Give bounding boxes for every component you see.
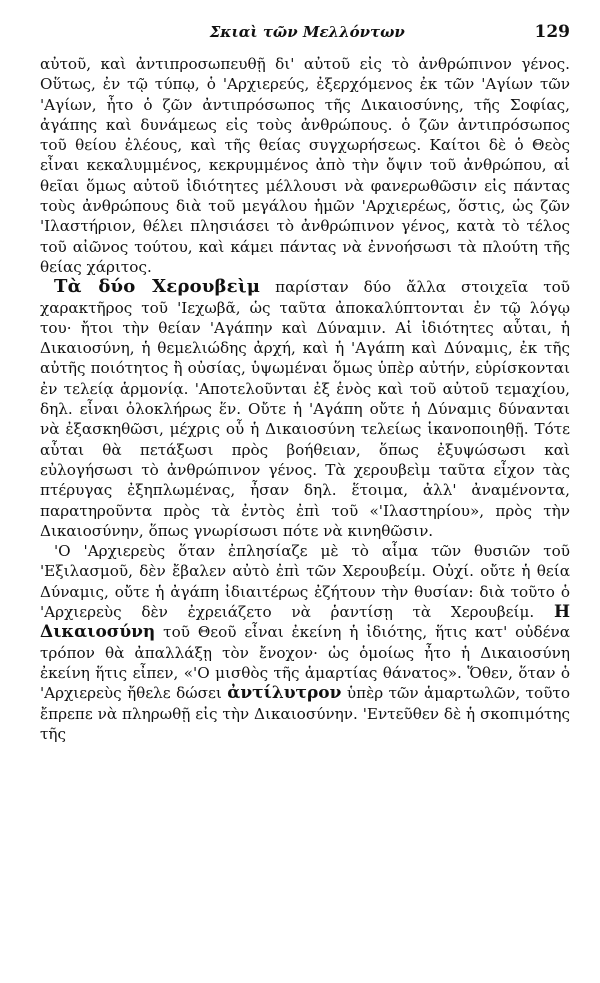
paragraph-3-text-c: ὑπὲρ τῶν ἁμαρτωλῶν, τοῦτο ἔπρεπε νὰ πληρωθῇ εἰς τὴν Δικαιοσύνην. 'Εντεῦθεν δὲ ἡ σκοπιμότης τῆς <box>40 684 570 743</box>
section-heading-cherubim: Τὰ δύο Χερουβεὶμ <box>54 276 261 298</box>
paragraph-3-text-b: τοῦ Θεοῦ εἶναι ἐκείνη ἡ ἰδιότης, ἥτις κατ' οὐδένα τρόπον θὰ ἀπαλλάξῃ τὸν ἔνοχον· ὡς ὁμοίως ἦτο ἡ Δικαιοσύνη ἐκείνη ἥτις εἶπεν, «'Ο μισθὸς τῆς ἁμαρτίας θάνατος». Ὅθεν, ὅταν ὁ 'Αρχιερεὺς ἤθελε δώσει <box>40 623 570 703</box>
paragraph-3 <box>40 541 570 744</box>
emphasis-justice: Η Δικαιοσύνη <box>40 602 570 643</box>
paragraph-3-text-a: 'Ο 'Αρχιερεὺς ὅταν ἐπλησίαζε μὲ τὸ αἷμα τῶν θυσιῶν τοῦ 'Εξιλασμοῦ, δὲν ἔβαλεν αὐτὸ ἐπὶ τῶν Χερουβείμ. Οὐχί. οὔτε ἡ θεία Δύναμις, οὔτε ἡ ἀγάπη ἰδιαιτέρως ἐζήτουν τὴν θυσίαν: διὰ τοῦτο ὁ 'Αρχιερεὺς δὲν ἐχρειάζετο νὰ ῥαντίσῃ τὰ Χερουβείμ. <box>40 542 570 622</box>
paragraph-1 <box>40 54 570 277</box>
running-head <box>40 22 570 50</box>
page-number: 129 <box>534 22 570 42</box>
paragraph-2 <box>40 277 570 541</box>
paragraph-2-text: παρίσταν δύο ἄλλα στοιχεῖα τοῦ χαρακτῆρος τοῦ 'Ιεχωβᾶ, ὡς ταῦτα ἀποκαλύπτονται ἐν τῷ λόγῳ του· ἤτοι τὴν θείαν 'Αγάπην καὶ Δύναμιν. Αἱ ἰδιότητες αὗται, ἡ Δικαιοσύνη, ἡ θεμελιώδης ἀρχή, καὶ ἡ 'Αγάπη καὶ Δύναμις, ἐκ τῆς αὐτῆς ποιότητος ἢ οὐσίας, ὑψωμέναι ὅμως ὑπὲρ αὐτήν, εὑρίσκονται ἐν τελείᾳ ἁρμονίᾳ. 'Αποτελοῦνται ἐξ ἑνὸς καὶ τοῦ αὐτοῦ τεμαχίου, δηλ. εἶναι ὁλοκλήρως ἕν. Οὔτε ἡ 'Αγάπη οὔτε ἡ Δύναμις δύνανται νὰ ἐξασκηθῶσι, μέχρις οὗ ἡ Δικαιοσύνη τελείως ἱκανοποιηθῇ. Τότε αὗται θὰ πετάξωσι πρὸς βοήθειαν, ὅπως ἐξυψώσωσι καὶ εὐλογήσωσι τὸ ἀνθρώπινον γένος. Τὰ χερουβεὶμ ταῦτα εἶχον τὰς πτέρυγας ἐξηπλωμένας, ἦσαν δηλ. ἕτοιμα, ἀλλ' ἀναμένοντα, παρατηροῦντα πρὸς τὰ ἐντὸς ἐπὶ τοῦ «'Ιλαστηρίου», πρὸς τὴν Δικαιοσύνην, ὅπως γνωρίσωσι πότε νὰ κινηθῶσιν. <box>40 278 570 540</box>
running-title: Σκιαὶ τῶν Μελλόντων <box>209 23 405 41</box>
paragraph-1-text: αὐτοῦ, καὶ ἀντιπροσωπευθῇ δι' αὐτοῦ εἰς τὸ ἀνθρώπινον γένος. Οὕτως, ἐν τῷ τύπῳ, ὁ 'Αρχιερεύς, ἐξερχόμενος ἐκ τῶν 'Αγίων τῶν 'Αγίων, ἦτο ὁ ζῶν ἀντιπρόσωπος τῆς Δικαιοσύνης, τῆς Σοφίας, ἀγάπης καὶ δυνάμεως εἰς τοὺς ἀνθρώπους. ὁ ζῶν ἀντιπρόσωπος τοῦ θείου ἐλέους, καὶ τῆς θείας συγχωρήσεως. Καίτοι δὲ ὁ Θεὸς εἶναι κεκαλυμμένος, κεκρυμμένος ἀπὸ τὴν ὄψιν τοῦ ἀνθρώπου, αἱ θεῖαι ὅμως αὐτοῦ ἰδιότητες μέλλουσι νὰ φανερωθῶσιν εἰς πάντας τοὺς ἀνθρώπους διὰ τοῦ μεγάλου ἡμῶν 'Αρχιερέως, ὅστις, ὡς ζῶν 'Ιλαστήριον, θέλει πλησιάσει τὸ ἀνθρώπινον γένος, κατὰ τὸ τέλος τοῦ αἰῶνος τούτου, καὶ κάμει πάντας νὰ ἐννοήσωσι τὰ πλούτη τῆς θείας χάριτος. <box>40 55 570 276</box>
emphasis-ransom: ἀντίλυτρον <box>227 683 342 704</box>
body-text <box>40 54 570 744</box>
